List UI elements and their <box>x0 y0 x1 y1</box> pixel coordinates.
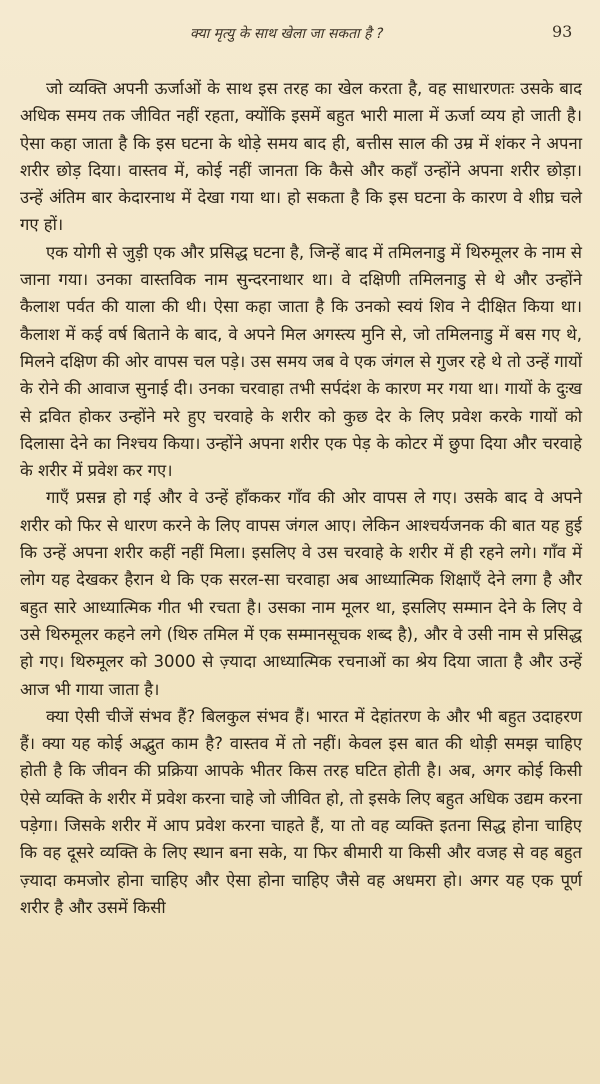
paragraph-4: क्या ऐसी चीजें संभव हैं? बिलकुल संभव हैं। भारत में देहांतरण के और भी बहुत उदाहरण हैं। क्या यह कोई अद्भुत काम है? वास्तव में तो नहीं। केवल इस बात की थोड़ी समझ चाहिए होती है कि जीवन की प्रक्रिया आपके भीतर किस तरह घटित होती है। अब, अगर कोई किसी ऐसे व्यक्ति के शरीर में प्रवेश करना चाहे जो जीवित हो, तो इसके लिए बहुत अधिक उद्यम करना पड़ेगा। जिसके शरीर में आप प्रवेश करना चाहते हैं, या तो वह व्यक्ति इतना सिद्ध होना चाहिए कि वह दूसरे व्यक्ति के लिए स्थान बना सके, या फिर बीमारी या किसी और वजह से वह बहुत ज़्यादा कमजोर होना चाहिए और ऐसा होना चाहिए जैसे वह अधमरा हो। अगर यह एक पूर्ण शरीर है और उसमें किसी <box>20 706 582 917</box>
paragraph-2: एक योगी से जुड़ी एक और प्रसिद्ध घटना है, जिन्हें बाद में तमिलनाडु में थिरुमूलर के नाम से जाना गया। उनका वास्तविक नाम सुन्दरनाथार था। वे दक्षिणी तमिलनाडु से थे और उन्होंने कैलाश पर्वत की याला की थी। ऐसा कहा जाता है कि उनको स्वयं शिव ने दीक्षित किया था। कैलाश में कई वर्ष बिताने के बाद, वे अपने मिल अगस्त्य मुनि से, जो तमिलनाडु में बस गए थे, मिलने दक्षिण की ओर वापस चल पड़े। उस समय जब वे एक जंगल से गुजर रहे थे तो उन्हें गायों के रोने की आवाज सुनाई दी। उनका चरवाहा तभी सर्पदंश के कारण मर गया था। गायों के दुःख से द्रवित होकर उन्होंने मरे हुए चरवाहे के शरीर को कुछ देर के लिए प्रवेश करके गायों को दिलासा देने का निश्चय किया। उन्होंने अपना शरीर एक पेड़ के कोटर में छुपा दिया और चरवाहे के शरीर में प्रवेश कर गए। <box>20 242 582 481</box>
page-number: 93 <box>552 22 573 41</box>
paragraph-1: जो व्यक्ति अपनी ऊर्जाओं के साथ इस तरह का खेल करता है, वह साधारणतः उसके बाद अधिक समय तक जीवित नहीं रहता, क्योंकि इसमें बहुत भारी माला में ऊर्जा व्यय हो जाती है। ऐसा कहा जाता है कि इस घटना के थोड़े समय बाद ही, बत्तीस साल की उम्र में शंकर ने अपना शरीर छोड़ दिया। वास्तव में, कोई नहीं जानता कि कैसे और कहाँ उन्होंने अपना शरीर छोड़ा। उन्हें अंतिम बार केदारनाथ में देखा गया था। हो सकता है कि इस घटना के कारण वे शीघ्र चले गए हों। <box>20 79 582 235</box>
running-header <box>0 22 600 46</box>
body-text <box>20 75 582 921</box>
paragraph-3: गाएँ प्रसन्न हो गई और वे उन्हें हाँककर गाँव की ओर वापस ले गए। उसके बाद वे अपने शरीर को फिर से धारण करने के लिए वापस जंगल आए। लेकिन आश्चर्यजनक की बात यह हुई कि उन्हें अपना शरीर कहीं नहीं मिला। इसलिए वे उस चरवाहे के शरीर में ही रहने लगे। गाँव में लोग यह देखकर हैरान थे कि एक सरल-सा चरवाहा अब आध्यात्मिक शिक्षाएँ देने लगा है और बहुत सारे आध्यात्मिक गीत भी रचता है। उसका नाम मूलर था, इसलिए सम्मान देने के लिए वे उसे थिरुमूलर कहने लगे (थिरु तमिल में एक सम्मानसूचक शब्द है), और वे उसी नाम से प्रसिद्ध हो गए। थिरुमूलर को 3000 से ज़्यादा आध्यात्मिक रचनाओं का श्रेय दिया जाता है और उन्हें आज भी गाया जाता है। <box>20 488 582 699</box>
running-title: क्या मृत्यु के साथ खेला जा सकता है ? <box>190 26 384 42</box>
